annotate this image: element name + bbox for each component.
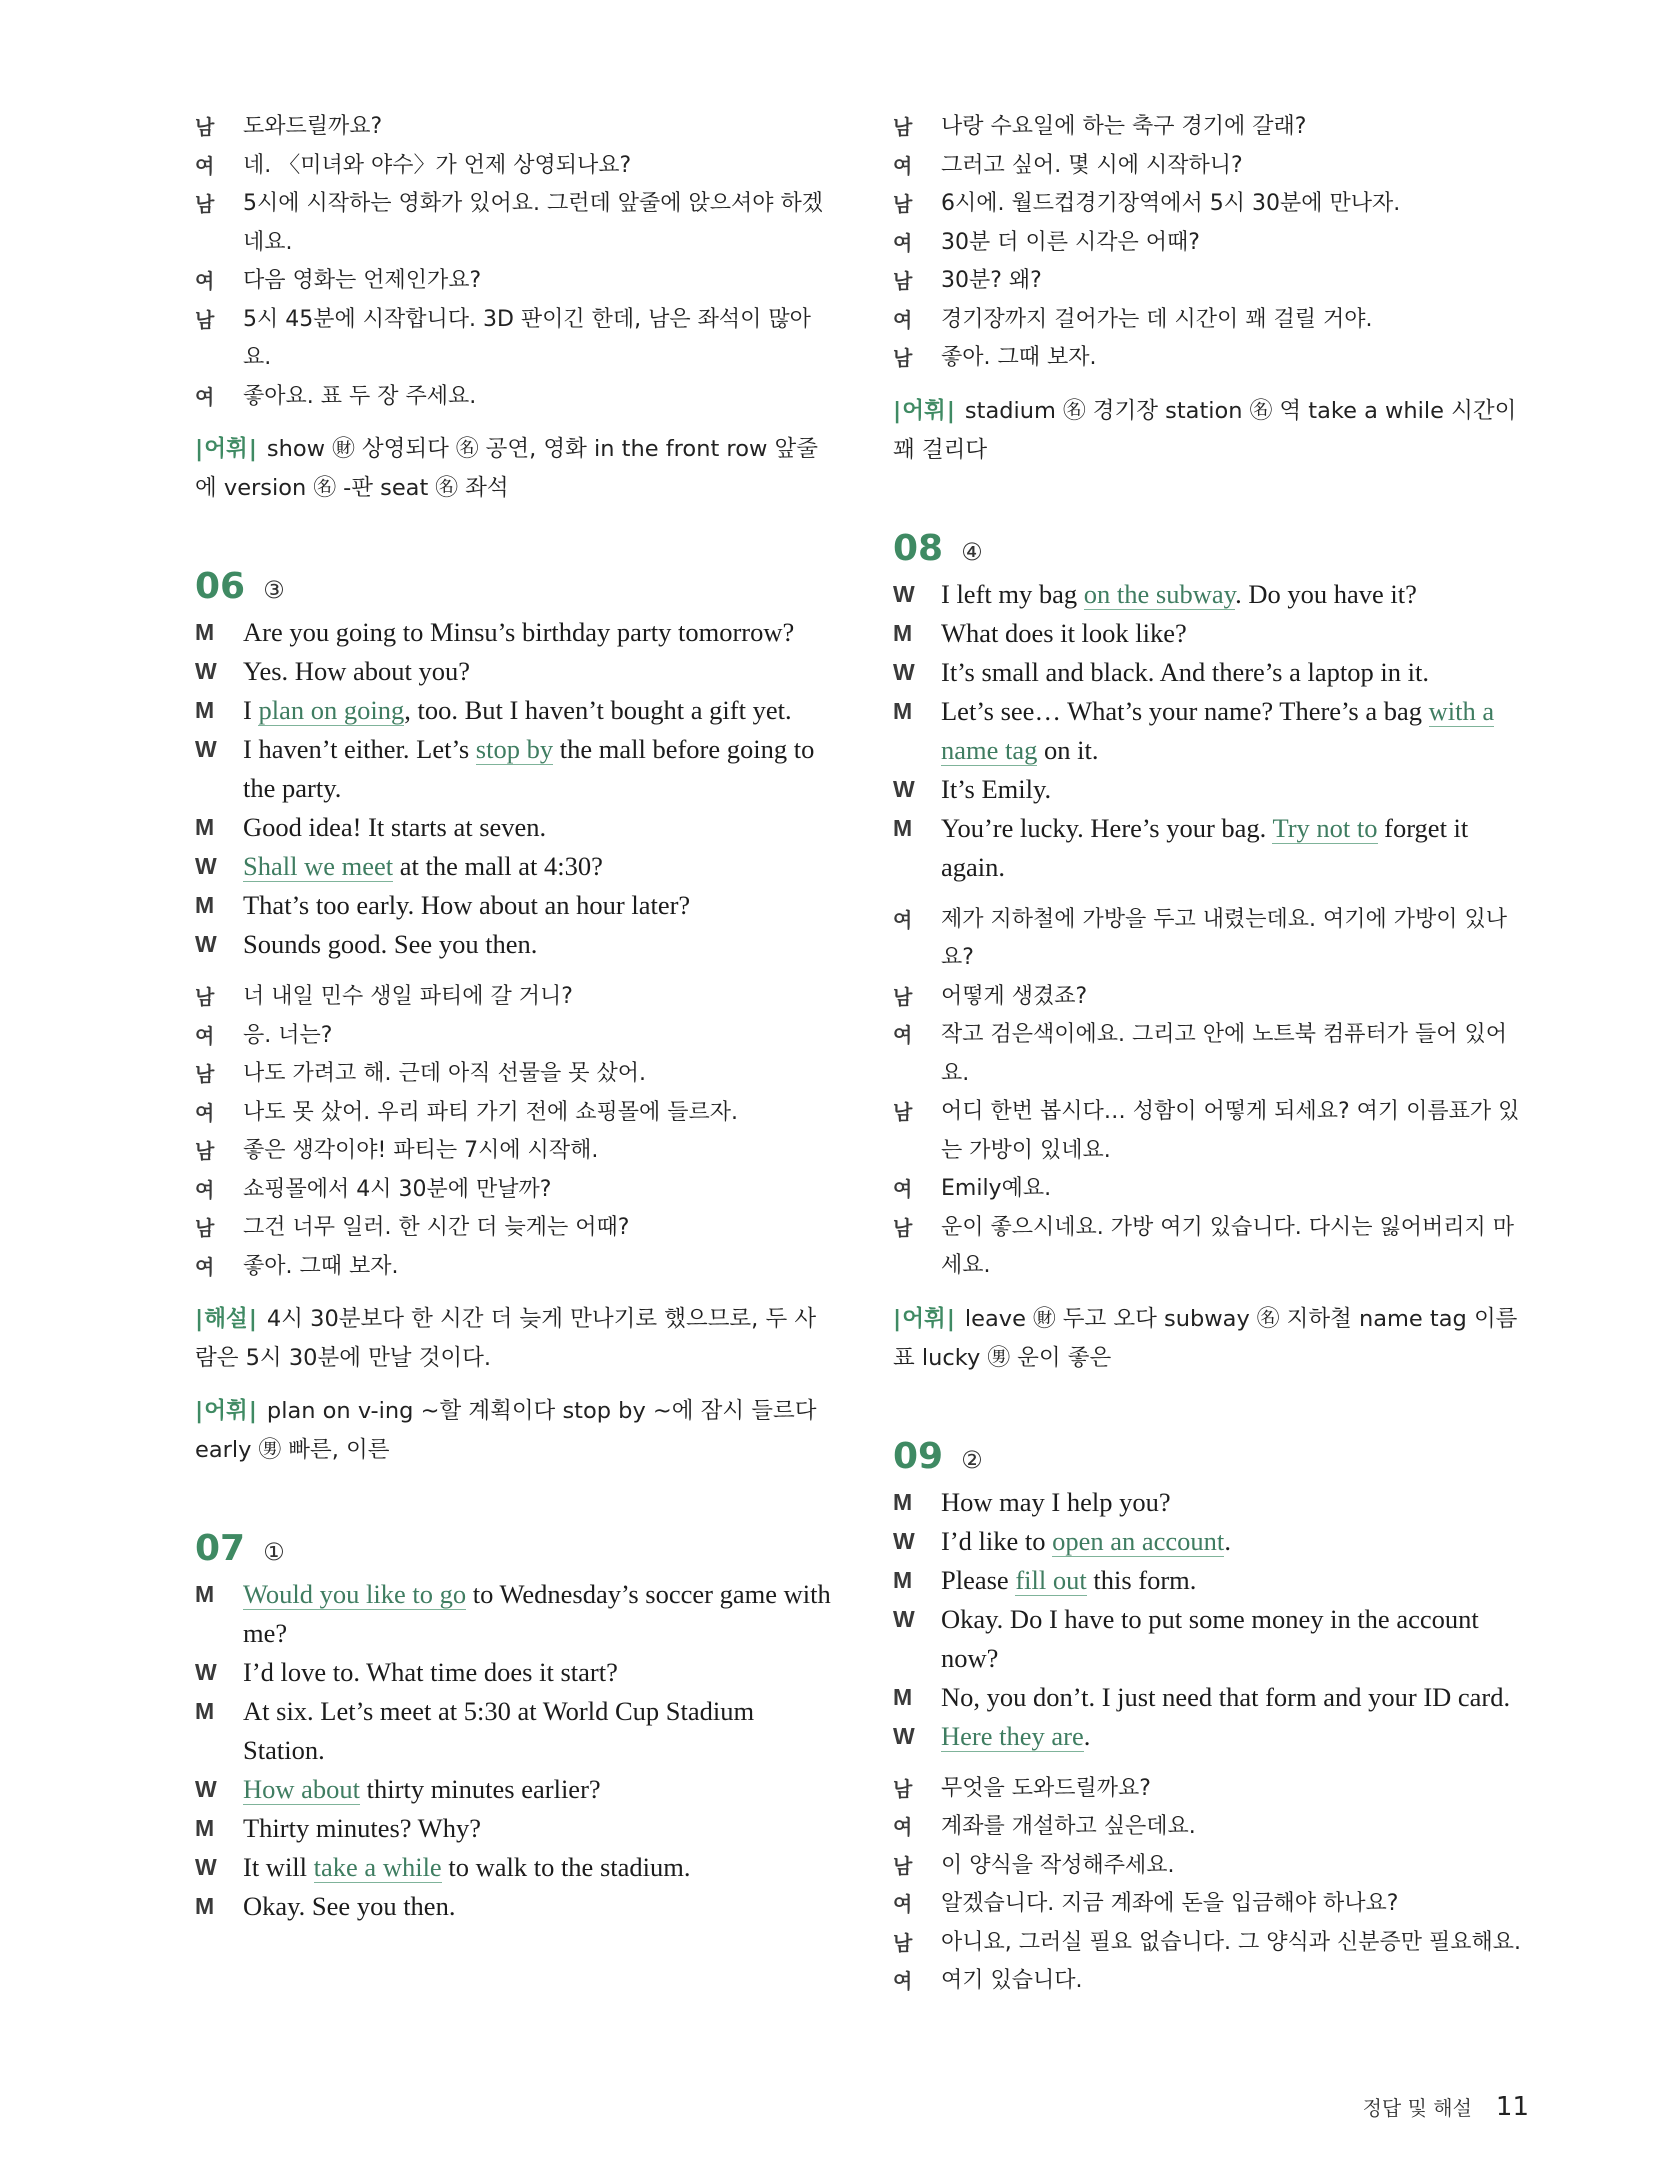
line-text: 그러고 싶어. 몇 시에 시작하니?: [941, 152, 1243, 178]
question-number: 09: [893, 1435, 944, 1477]
dialogue-line: [195, 1692, 835, 1770]
q06-korean-dialogue: [195, 978, 835, 1286]
dialogue-line: [893, 339, 1533, 378]
page-number: 11: [1495, 2092, 1529, 2122]
vocab-text: show ㊖ 상영되다 ㊔ 공연, 영화 in the front row 앞줄에 version ㊔ -판 seat ㊔ 좌석: [195, 436, 818, 501]
vocab-tag: | 어휘 |: [195, 436, 257, 462]
dialogue-line: [893, 978, 1533, 1017]
dialogue-line: [893, 692, 1533, 770]
line-text: 경기장까지 걸어가는 데 시간이 꽤 걸릴 거야.: [941, 306, 1373, 332]
key-phrase: Would you like to go: [243, 1579, 467, 1609]
text-part: I: [243, 695, 259, 725]
speaker-label: W: [893, 658, 915, 685]
speaker-label: W: [893, 580, 915, 607]
text-part: Are you going to Minsu’s birthday party tomorrow?: [243, 617, 795, 647]
line-text: 여기 있습니다.: [941, 1968, 1083, 1993]
speaker-label: M: [195, 1698, 215, 1724]
dialogue-line: [195, 262, 835, 301]
line-text: 무엇을 도와드릴까요?: [941, 1775, 1151, 1801]
dialogue-line: [195, 847, 835, 886]
text-part: forget it again.: [941, 812, 1469, 882]
dialogue-line: [195, 1575, 835, 1653]
speaker-label: M: [893, 1488, 913, 1515]
speaker-label: 여: [893, 230, 913, 255]
text-part: Okay. See you then.: [243, 1891, 456, 1921]
speaker-label: M: [195, 1815, 215, 1841]
speaker-label: M: [893, 697, 913, 724]
dialogue-line: [195, 691, 835, 730]
question-number: 08: [893, 527, 944, 569]
text-part: Please: [941, 1564, 1016, 1595]
text-part: at the mall at 4:30?: [393, 851, 603, 881]
dialogue-line: [893, 1924, 1533, 1963]
dialogue-line: [195, 1132, 835, 1171]
dialogue-line: [893, 1170, 1533, 1209]
text-part: I left my bag: [941, 578, 1084, 609]
line-text: 나도 가려고 해. 근데 아직 선물을 못 샀어.: [243, 1061, 646, 1086]
line-text: 알겠습니다. 지금 계좌에 돈을 입금해야 하나요?: [941, 1891, 1399, 1916]
text-part: . Do you have it?: [1235, 578, 1417, 609]
line-text: [243, 613, 835, 652]
question-07-header: [195, 1528, 835, 1569]
line-text: [243, 1887, 835, 1926]
question-answer: ③: [263, 576, 285, 604]
key-phrase: plan on going: [258, 695, 405, 725]
text-part: Okay. Do I have to put some money in the account now?: [941, 1603, 1479, 1673]
text-part: this form.: [1086, 1564, 1197, 1595]
speaker-label: M: [893, 814, 913, 841]
line-text: [243, 1653, 835, 1692]
q06-vocab: [195, 1392, 835, 1470]
line-text: [941, 770, 1533, 809]
speaker-label: 여: [195, 269, 215, 293]
speaker-label: 여: [195, 1254, 215, 1279]
question-answer: ②: [961, 1445, 983, 1474]
line-text: 어떻게 생겼죠?: [941, 983, 1088, 1009]
dialogue-line: [893, 1770, 1533, 1809]
line-text: 5시 45분에 시작합니다. 3D 판이긴 한데, 남은 좌석이 많아요.: [243, 306, 811, 370]
key-phrase: with a name tag: [941, 695, 1495, 765]
line-text: 그건 너무 일러. 한 시간 더 늦게는 어때?: [243, 1215, 630, 1240]
speaker-label: W: [195, 931, 217, 957]
speaker-label: 남: [893, 346, 913, 370]
question-06-header: [195, 566, 835, 607]
dialogue-line: [893, 614, 1533, 653]
q07-english-dialogue: [195, 1575, 835, 1926]
line-text: 나도 못 샀어. 우리 파티 가기 전에 쇼핑몰에 들르자.: [243, 1099, 738, 1125]
question-08-header: [893, 528, 1533, 569]
q06-english-dialogue: [195, 613, 835, 964]
dialogue-line: [893, 901, 1533, 978]
dialogue-line: [195, 1248, 835, 1287]
line-text: [243, 1692, 835, 1770]
speaker-label: 여: [195, 384, 215, 409]
speaker-label: 남: [893, 1776, 913, 1801]
speaker-label: W: [893, 775, 915, 802]
speaker-label: 남: [195, 985, 215, 1009]
speaker-label: M: [195, 892, 215, 918]
line-text: [941, 575, 1533, 614]
line-text: 30분 더 이른 시각은 어때?: [941, 229, 1200, 255]
speaker-label: M: [195, 697, 215, 723]
speaker-label: W: [893, 1527, 915, 1554]
speaker-label: 남: [893, 1100, 913, 1124]
left-top-korean-dialogue: [195, 108, 835, 416]
dialogue-line: [893, 1600, 1533, 1678]
text-part: I’d love to. What time does it start?: [243, 1657, 618, 1687]
line-text: [243, 1770, 835, 1809]
text-part: on it.: [1037, 734, 1099, 765]
dialogue-line: [893, 147, 1533, 186]
line-text: 너 내일 민수 생일 파티에 갈 거니?: [243, 984, 573, 1009]
text-part: to Wednesday’s soccer game with me?: [243, 1579, 831, 1648]
text-part: I haven’t either. Let’s: [243, 734, 476, 764]
dialogue-line: [893, 224, 1533, 263]
line-text: 네. 〈미녀와 야수〉가 언제 상영되나요?: [243, 152, 632, 178]
key-phrase: Try not to: [1272, 812, 1378, 843]
text-part: I’d like to: [941, 1525, 1053, 1556]
dialogue-line: [195, 1653, 835, 1692]
dialogue-line: [893, 1717, 1533, 1756]
speaker-label: 여: [893, 907, 913, 932]
speaker-label: M: [893, 1683, 913, 1710]
line-text: [243, 652, 835, 691]
dialogue-line: [893, 1885, 1533, 1924]
dialogue-line: [195, 147, 835, 186]
dialogue-line: [893, 1678, 1533, 1717]
vocab-tag: | 어휘 |: [893, 1306, 955, 1332]
dialogue-line: [893, 1483, 1533, 1522]
text-part: to walk to the stadium.: [441, 1852, 691, 1882]
dialogue-line: [893, 301, 1533, 340]
line-text: 도와드릴까요?: [243, 114, 383, 139]
speaker-label: M: [195, 814, 215, 840]
text-part: Sounds good. See you then.: [243, 929, 538, 959]
vocab-text: stadium ㊔ 경기장 station ㊔ 역 take a while 시간이 꽤 걸리다: [893, 397, 1517, 463]
q08-vocab: [893, 1300, 1533, 1378]
dialogue-line: [893, 809, 1533, 887]
line-text: 좋은 생각이야! 파티는 7시에 시작해.: [243, 1138, 599, 1163]
line-text: [941, 653, 1533, 692]
line-text: [243, 886, 835, 925]
dialogue-line: [195, 1770, 835, 1809]
left-column: [195, 108, 835, 1940]
line-text: [243, 1848, 835, 1887]
text-part: Yes. How about you?: [243, 656, 470, 686]
key-phrase: Here they are: [941, 1720, 1084, 1751]
dialogue-line: [893, 575, 1533, 614]
line-text: 좋아. 그때 보자.: [243, 1253, 399, 1279]
line-text: [941, 809, 1533, 887]
text-part: At six. Let’s meet at 5:30 at World Cup Stadium Station.: [243, 1696, 755, 1765]
speaker-label: 여: [195, 1100, 215, 1125]
line-text: 계좌를 개설하고 싶은데요.: [941, 1814, 1196, 1839]
question-number: 07: [195, 1528, 246, 1569]
dialogue-line: [893, 262, 1533, 301]
question-answer: ①: [263, 1538, 285, 1566]
dialogue-line: [893, 653, 1533, 692]
dialogue-line: [195, 613, 835, 652]
line-text: [941, 1483, 1533, 1522]
dialogue-line: [893, 185, 1533, 224]
line-text: [941, 692, 1533, 770]
line-text: [243, 925, 835, 964]
line-text: 운이 좋으시네요. 가방 여기 있습니다. 다시는 잃어버리지 마세요.: [941, 1214, 1514, 1278]
dialogue-line: [195, 652, 835, 691]
line-text: 아니요, 그러실 필요 없습니다. 그 양식과 신분증만 필요해요.: [941, 1929, 1521, 1955]
text-part: You’re lucky. Here’s your bag.: [941, 812, 1273, 843]
right-column: [893, 108, 1533, 2015]
key-phrase: stop by: [475, 734, 554, 764]
speaker-label: 여: [893, 1892, 913, 1916]
line-text: 6시에. 월드컵경기장역에서 5시 30분에 만나자.: [941, 191, 1401, 216]
dialogue-line: [893, 1847, 1533, 1886]
dialogue-line: [195, 808, 835, 847]
dialogue-line: [195, 925, 835, 964]
speaker-label: 남: [893, 192, 913, 216]
text-part: Thirty minutes? Why?: [243, 1813, 481, 1843]
line-text: 좋아. 그때 보자.: [941, 345, 1097, 370]
text-part: the mall before going to the party.: [243, 734, 815, 803]
speaker-label: 남: [195, 1139, 215, 1163]
speaker-label: M: [195, 1893, 215, 1919]
speaker-label: M: [893, 619, 913, 646]
line-text: 다음 영화는 언제인가요?: [243, 268, 482, 293]
text-part: Good idea! It starts at seven.: [243, 812, 547, 842]
speaker-label: 여: [893, 153, 913, 178]
dialogue-line: [195, 730, 835, 808]
speaker-label: 남: [893, 1215, 913, 1240]
line-text: [941, 1522, 1533, 1561]
dialogue-line: [893, 1093, 1533, 1170]
speaker-label: 여: [893, 1177, 913, 1201]
line-text: [243, 1809, 835, 1848]
line-text: [941, 1678, 1533, 1717]
speaker-label: 남: [893, 1853, 913, 1878]
speaker-label: 여: [195, 1177, 215, 1202]
text-part: How may I help you?: [941, 1486, 1171, 1517]
line-text: 나랑 수요일에 하는 축구 경기에 갈래?: [941, 114, 1307, 139]
speaker-label: W: [195, 853, 217, 879]
dialogue-line: [893, 1016, 1533, 1093]
speaker-label: 남: [195, 307, 215, 332]
text-part: thirty minutes earlier?: [360, 1774, 601, 1804]
dialogue-line: [195, 1209, 835, 1248]
right-top-vocab: [893, 392, 1533, 470]
dialogue-line: [195, 1017, 835, 1056]
line-text: 5시에 시작하는 영화가 있어요. 그런데 앞줄에 앉으셔야 하겠네요.: [243, 191, 823, 255]
dialogue-line: [195, 1887, 835, 1926]
line-text: [941, 1600, 1533, 1678]
line-text: 작고 검은색이에요. 그리고 안에 노트북 컴퓨터가 들어 있어요.: [941, 1022, 1507, 1086]
vocab-text: leave ㊖ 두고 오다 subway ㊔ 지하철 name tag 이름표 lucky ㊚ 운이 좋은: [893, 1305, 1518, 1371]
speaker-label: W: [195, 1659, 217, 1685]
dialogue-line: [893, 1561, 1533, 1600]
line-text: [243, 847, 835, 886]
page-footer: [1363, 2092, 1529, 2122]
line-text: 이 양식을 작성해주세요.: [941, 1852, 1175, 1878]
speaker-label: M: [195, 619, 215, 645]
speaker-label: 남: [195, 1062, 215, 1086]
dialogue-line: [195, 1055, 835, 1094]
question-answer: ④: [961, 537, 983, 566]
vocab-tag: | 어휘 |: [195, 1398, 257, 1424]
speaker-label: 여: [893, 1023, 913, 1047]
line-text: [243, 808, 835, 847]
dialogue-line: [893, 1209, 1533, 1286]
speaker-label: W: [893, 1605, 915, 1632]
key-phrase: fill out: [1015, 1564, 1087, 1595]
q09-korean-dialogue: [893, 1770, 1533, 2001]
key-phrase: take a while: [313, 1852, 442, 1882]
line-text: [243, 1575, 835, 1653]
dialogue-line: [195, 1809, 835, 1848]
line-text: [243, 730, 835, 808]
dialogue-line: [195, 1094, 835, 1133]
left-top-vocab: [195, 430, 835, 508]
speaker-label: 남: [893, 269, 913, 293]
dialogue-line: [893, 1522, 1533, 1561]
text-part: No, you don’t. I just need that form and your ID card.: [941, 1681, 1511, 1712]
text-part: It’s small and black. And there’s a laptop in it.: [941, 656, 1429, 687]
text-part: That’s too early. How about an hour later?: [243, 890, 691, 920]
vocab-tag: | 어휘 |: [893, 398, 955, 424]
line-text: 쇼핑몰에서 4시 30분에 만날까?: [243, 1176, 552, 1202]
speaker-label: 남: [893, 115, 913, 139]
text-part: Let’s see… What’s your name? There’s a bag: [941, 695, 1429, 726]
explanation-text: 4시 30분보다 한 시간 더 늦게 만나기로 했으므로, 두 사람은 5시 30분에 만날 것이다.: [195, 1306, 817, 1371]
speaker-label: 남: [195, 192, 215, 216]
dialogue-line: [893, 108, 1533, 147]
speaker-label: 여: [893, 307, 913, 332]
speaker-label: W: [195, 736, 217, 762]
dialogue-line: [195, 1848, 835, 1887]
line-text: 제가 지하철에 가방을 두고 내렸는데요. 여기에 가방이 있나요?: [941, 906, 1507, 970]
line-text: [941, 614, 1533, 653]
speaker-label: 여: [893, 1815, 913, 1839]
dialogue-line: [893, 1962, 1533, 2001]
speaker-label: W: [195, 658, 217, 684]
line-text: 응. 너는?: [243, 1022, 333, 1048]
speaker-label: M: [893, 1566, 913, 1593]
text-part: .: [1224, 1525, 1231, 1556]
speaker-label: W: [893, 1722, 915, 1749]
question-09-header: [893, 1436, 1533, 1477]
text-part: .: [1083, 1720, 1091, 1751]
dialogue-line: [195, 301, 835, 378]
dialogue-line: [195, 108, 835, 147]
key-phrase: How about: [243, 1774, 361, 1804]
speaker-label: 여: [195, 153, 215, 178]
speaker-label: W: [195, 1776, 217, 1802]
speaker-label: 여: [195, 1023, 215, 1048]
line-text: 어디 한번 봅시다… 성함이 어떻게 되세요? 여기 이름표가 있는 가방이 있네요.: [941, 1099, 1520, 1163]
speaker-label: 여: [893, 1969, 913, 1993]
speaker-label: 남: [195, 115, 215, 139]
dialogue-line: [195, 978, 835, 1017]
footer-label: 정답 및 해설: [1362, 2096, 1472, 2120]
speaker-label: W: [195, 1854, 217, 1880]
line-text: 30분? 왜?: [941, 268, 1042, 293]
text-part: It will: [243, 1852, 314, 1882]
key-phrase: on the subway: [1083, 578, 1236, 609]
key-phrase: open an account: [1052, 1525, 1225, 1556]
q09-english-dialogue: [893, 1483, 1533, 1756]
vocab-text: plan on v-ing ~할 계획이다 stop by ~에 잠시 들르다 early ㊚ 빠른, 이른: [195, 1398, 817, 1463]
dialogue-line: [893, 1808, 1533, 1847]
dialogue-line: [893, 770, 1533, 809]
line-text: [941, 1717, 1533, 1756]
text-part: , too. But I haven’t bought a gift yet.: [404, 695, 792, 725]
speaker-label: M: [195, 1581, 215, 1607]
line-text: [243, 691, 835, 730]
question-number: 06: [195, 566, 246, 607]
right-top-korean-dialogue: [893, 108, 1533, 378]
line-text: 좋아요. 표 두 장 주세요.: [243, 383, 477, 409]
q08-korean-dialogue: [893, 901, 1533, 1286]
speaker-label: 남: [893, 984, 913, 1009]
q08-english-dialogue: [893, 575, 1533, 887]
key-phrase: Shall we meet: [243, 851, 394, 881]
dialogue-line: [195, 185, 835, 262]
speaker-label: 남: [893, 1930, 913, 1955]
explanation-tag: | 해설 |: [195, 1306, 257, 1332]
line-text: [941, 1561, 1533, 1600]
q06-explanation: [195, 1300, 835, 1378]
dialogue-line: [195, 886, 835, 925]
line-text: Emily예요.: [941, 1176, 1052, 1201]
dialogue-line: [195, 1171, 835, 1210]
text-part: What does it look like?: [941, 617, 1187, 648]
speaker-label: 남: [195, 1216, 215, 1240]
text-part: It’s Emily.: [941, 773, 1052, 804]
dialogue-line: [195, 378, 835, 417]
